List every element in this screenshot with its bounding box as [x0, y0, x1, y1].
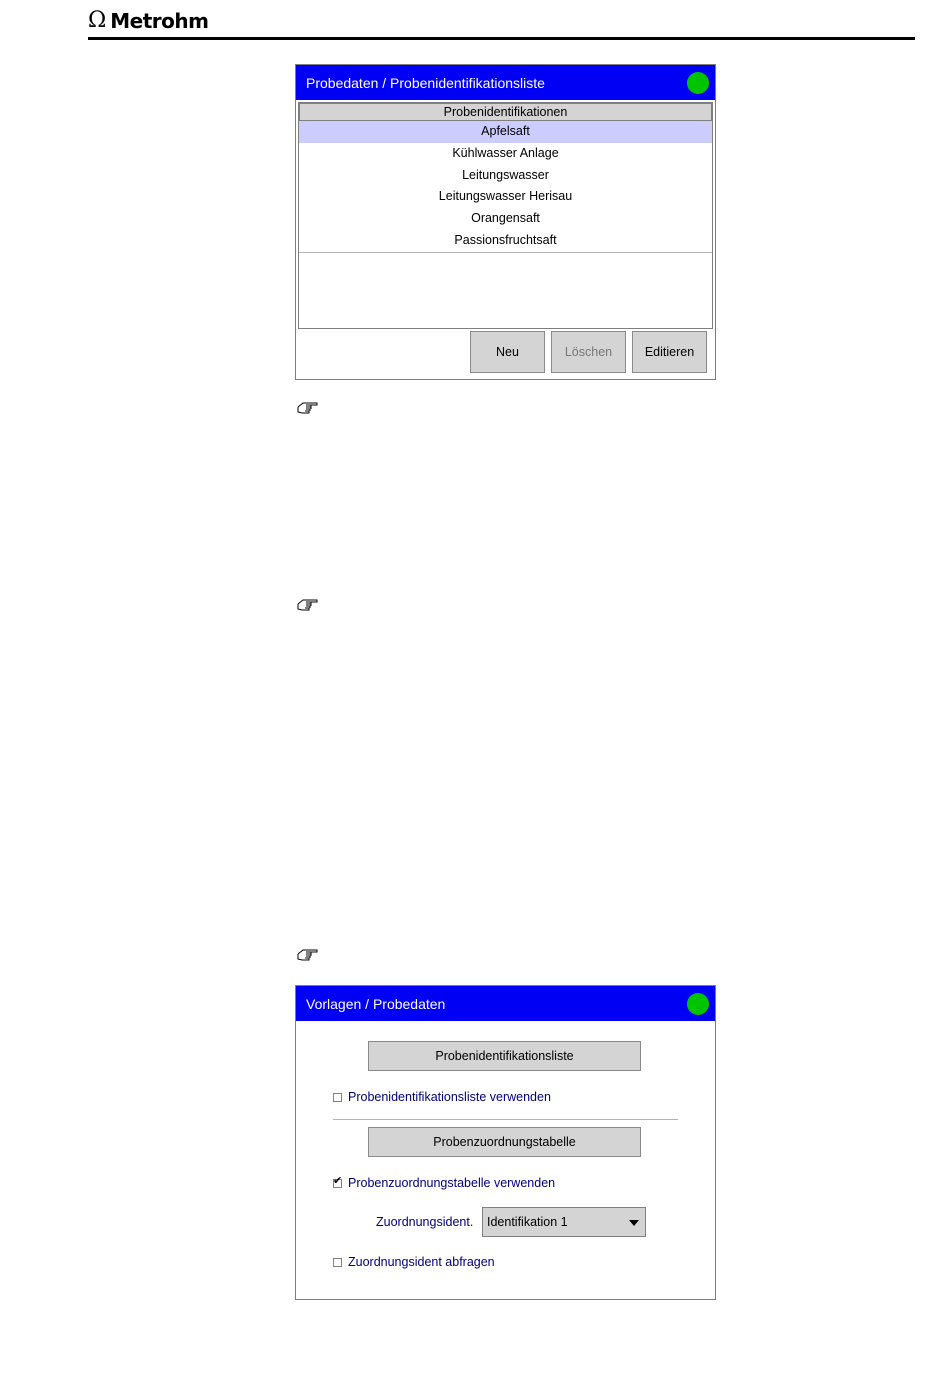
pointing-hand-icon [297, 598, 319, 612]
query-assignment-ident-checkbox[interactable] [333, 1255, 495, 1269]
select-value: Identifikation 1 [487, 1215, 568, 1229]
list-item[interactable]: Passionsfruchtsaft [454, 232, 557, 247]
button-bar [296, 331, 715, 377]
checkbox-label: Probenidentifikationsliste verwenden [348, 1090, 551, 1104]
sample-id-list-button[interactable]: Probenidentifikationsliste [368, 1041, 641, 1071]
templates-sample-data-window [295, 985, 716, 1300]
status-led-icon [687, 993, 709, 1015]
assignment-ident-select[interactable] [482, 1207, 646, 1237]
checkbox-label: Probenzuordnungstabelle verwenden [348, 1176, 556, 1190]
metrohm-logo [88, 8, 208, 34]
edit-button[interactable]: Editieren [632, 331, 707, 373]
brand-name: Metrohm [110, 9, 209, 33]
title-bar [296, 986, 715, 1021]
window-title: Vorlagen / Probedaten [306, 995, 446, 1012]
list-item[interactable]: Apfelsaft [299, 121, 712, 143]
header-rule [88, 37, 915, 40]
sample-id-list-window [295, 64, 716, 380]
list-item[interactable]: Orangensaft [471, 211, 540, 226]
checkbox-label: Zuordnungsident abfragen [348, 1255, 495, 1269]
section-divider [333, 1119, 678, 1120]
sample-id-list[interactable] [298, 102, 713, 329]
checkbox-box[interactable] [333, 1258, 342, 1267]
checkmark-icon: ✔ [333, 1174, 343, 1187]
list-column-header[interactable]: Probenidentifikationen [299, 103, 712, 121]
assignment-ident-label: Zuordnungsident. [376, 1215, 474, 1229]
list-item[interactable]: Leitungswasser [462, 167, 549, 182]
checkbox-box[interactable] [333, 1174, 343, 1188]
use-sample-id-list-checkbox[interactable] [333, 1090, 551, 1104]
omega-icon: Ω [88, 8, 107, 33]
status-led-icon [687, 72, 709, 94]
new-button[interactable]: Neu [470, 331, 545, 373]
window-title: Probedaten / Probenidentifikationsliste [306, 74, 545, 91]
checkbox-box[interactable] [333, 1093, 342, 1102]
list-divider [299, 252, 712, 253]
title-bar [296, 65, 715, 100]
page-header [88, 8, 915, 42]
sample-assignment-table-button[interactable]: Probenzuordnungstabelle [368, 1127, 641, 1157]
pointing-hand-icon [297, 401, 319, 415]
list-item[interactable]: Leitungswasser Herisau [438, 189, 573, 204]
list-item[interactable]: Kühlwasser Anlage [452, 145, 559, 160]
pointing-hand-icon [297, 948, 319, 962]
dropdown-arrow-icon[interactable] [629, 1220, 639, 1226]
use-assignment-table-checkbox[interactable] [333, 1176, 555, 1190]
delete-button[interactable]: Löschen [551, 331, 626, 373]
